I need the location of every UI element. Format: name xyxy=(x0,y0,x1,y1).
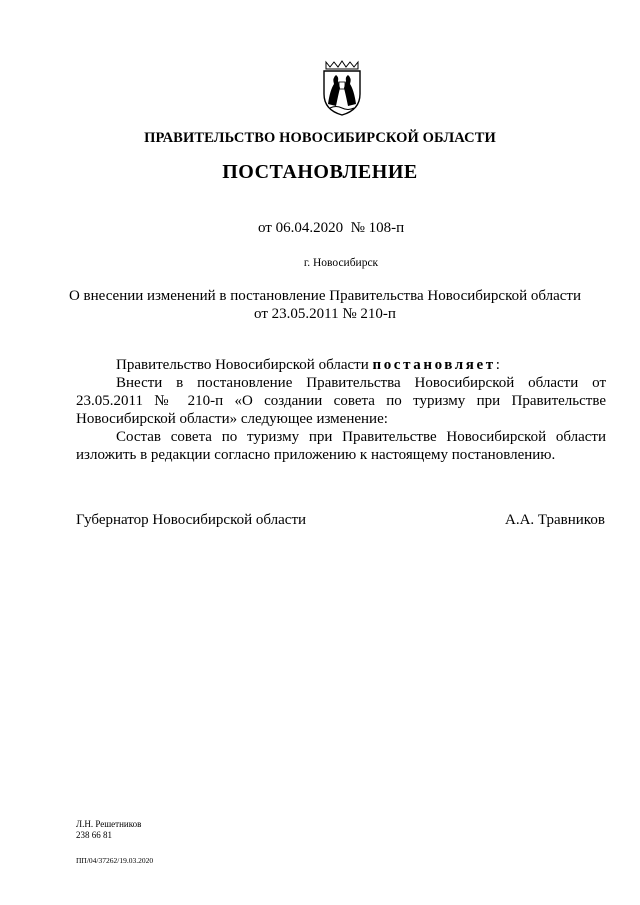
executor-phone: 238 66 81 xyxy=(76,830,112,840)
executor-name: Л.Н. Решетников xyxy=(76,819,142,829)
document-title xyxy=(0,287,640,323)
government-name: ПРАВИТЕЛЬСТВО НОВОСИБИРСКОЙ ОБЛАСТИ xyxy=(144,130,496,146)
resolution-paragraph-1: Внести в постановление Правительства Новосибирской области от 23.05.2011 № 210-п «О создании совета по туризму при Правительстве Новосибирской области» следующее изменение: xyxy=(76,375,606,427)
document-title-line-2: от 23.05.2011 № 210-п xyxy=(254,306,396,322)
signatory-position: Губернатор Новосибирской области xyxy=(76,512,307,528)
intro-verb: постановляет xyxy=(372,357,496,373)
resolution-intro xyxy=(116,356,546,374)
intro-colon: : xyxy=(495,357,500,373)
coat-of-arms-icon xyxy=(318,60,366,116)
document-type-heading: ПОСТАНОВЛЕНИЕ xyxy=(222,161,418,183)
document-code: ПП/04/37262/19.03.2020 xyxy=(76,856,154,865)
resolution-paragraph-2: Состав совета по туризму при Правительстве Новосибирской области изложить в редакции согласно приложению к настоящему постановлению. xyxy=(76,429,606,463)
signatory-name: А.А. Травников xyxy=(505,512,605,528)
intro-subject: Правительство Новосибирской области xyxy=(116,357,369,373)
document-city: г. Новосибирск xyxy=(303,257,379,269)
document-title-line-1: О внесении изменений в постановление Правительства Новосибирской области xyxy=(68,288,582,304)
executor-block xyxy=(76,819,141,841)
document-date-number: от 06.04.2020 № 108-п xyxy=(258,220,405,236)
